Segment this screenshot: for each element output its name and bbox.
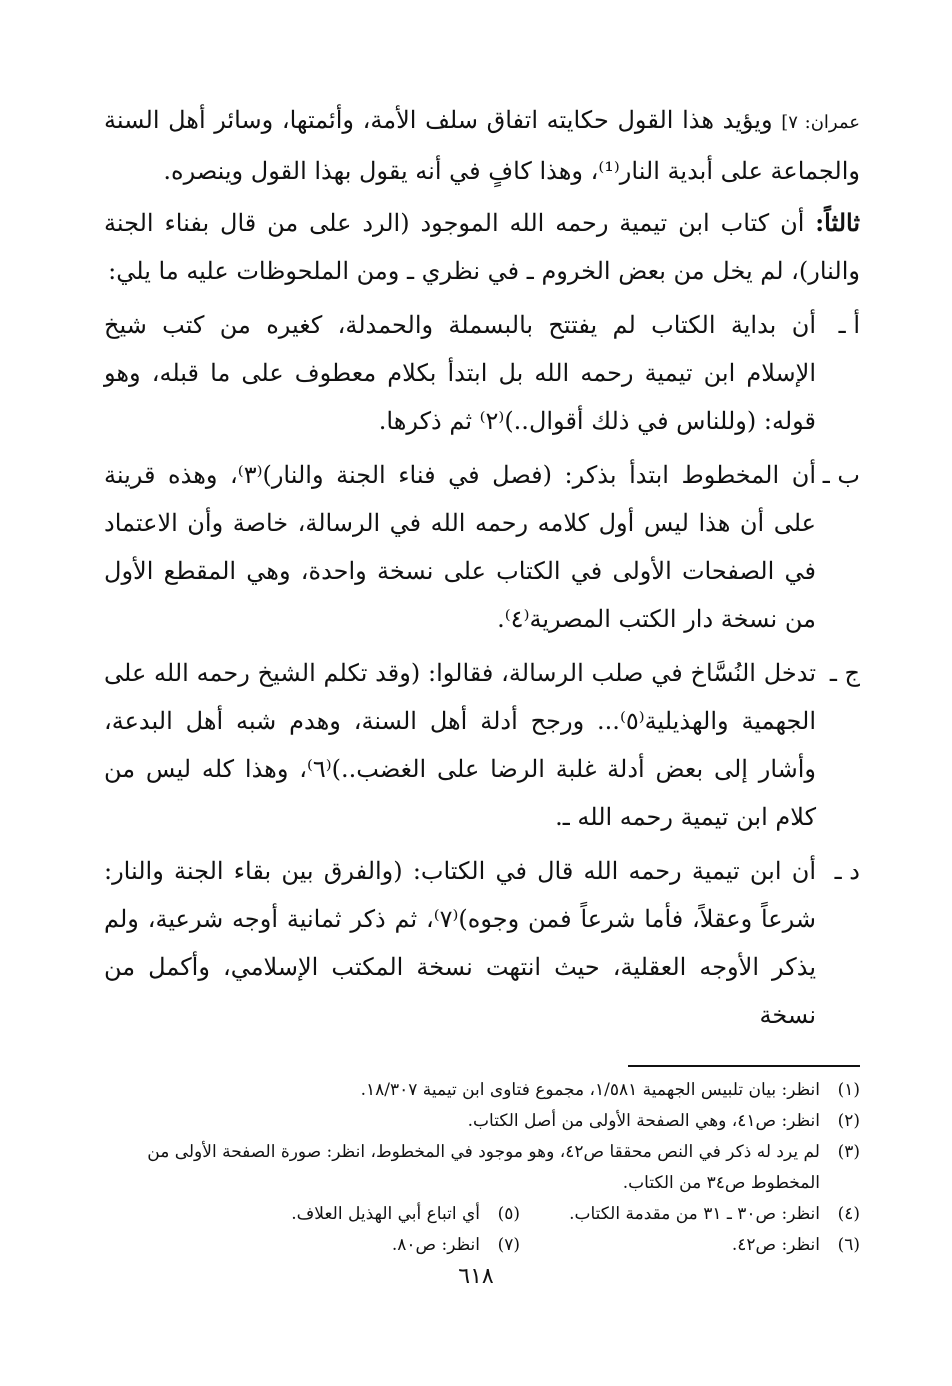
footnote	[104, 1137, 860, 1199]
list-item-letter: ب ـ	[822, 461, 860, 489]
footnote	[104, 1075, 860, 1106]
paragraph-intro	[104, 96, 860, 195]
footnotes	[104, 1075, 860, 1261]
list-item	[104, 847, 860, 1039]
footnote-number: (٤)	[837, 1204, 860, 1224]
footnote	[520, 1230, 860, 1261]
verse-reference: عمران: ٧]	[781, 112, 860, 133]
footnote-row	[104, 1199, 860, 1230]
list-item-letter: د ـ	[834, 857, 860, 885]
footnote-text: انظر: بيان تلبيس الجهمية ١/٥٨١، مجموع فتاوى ابن تيمية ١٨/٣٠٧.	[360, 1080, 820, 1100]
footnote	[104, 1106, 860, 1137]
list-item-letter: أ ـ	[838, 311, 860, 339]
footnote-number: (١)	[837, 1080, 860, 1100]
paragraph-third-lead: ثالثاً:	[815, 208, 860, 237]
paragraph-intro-text: ويؤيد هذا القول حكايته اتفاق سلف الأمة، وأئمتها، وسائر أهل السنة والجماعة على أبدية النار⁽¹⁾، وهذا كافٍ في أنه يقول بهذا القول وينصره.	[104, 106, 860, 185]
footnote	[291, 1199, 520, 1230]
footnote-number: (٧)	[497, 1235, 520, 1255]
footnote-number: (٦)	[837, 1235, 860, 1255]
footnote-text: لم يرد له ذكر في النص محققا ص٤٢، وهو موجود في المخطوط، انظر: صورة الصفحة الأولى من المخطوط ص٣٤ من الكتاب.	[147, 1142, 820, 1193]
footnote-text: انظر: ص٤١، وهي الصفحة الأولى من أصل الكتاب.	[467, 1111, 820, 1131]
list-item-letter: ج ـ	[829, 659, 860, 687]
list-item	[104, 301, 860, 445]
footnote-text: انظر: ص٨٠.	[391, 1235, 480, 1255]
list-item-text: أن ابن تيمية رحمه الله قال في الكتاب: (والفرق بين بقاء الجنة والنار: شرعاً وعقلاً، فأما شرعاً فمن وجوه)⁽٧⁾، ثم ذكر ثمانية أوجه شرعية، ولم يذكر الأوجه العقلية، حيث انتهت نسخة المكتب الإسلامي، وأكمل من نسخة	[104, 857, 816, 1029]
footnote-text: انظر: ص٤٢.	[731, 1235, 820, 1255]
list-item	[104, 649, 860, 841]
page-number: ٦١٨	[458, 1264, 494, 1289]
footnote	[392, 1230, 520, 1261]
list-item	[104, 451, 860, 643]
footnote-divider	[628, 1065, 860, 1067]
paragraph-third	[104, 199, 860, 295]
paragraph-third-text: أن كتاب ابن تيمية رحمه الله الموجود (الرد على من قال بفناء الجنة والنار)، لم يخل من بعض الخروم ـ في نظري ـ ومن الملحوظات عليه ما يلي:	[104, 209, 860, 285]
list-item-text: أن بداية الكتاب لم يفتتح بالبسملة والحمدلة، كغيره من كتب شيخ الإسلام ابن تيمية رحمه الله بل ابتدأ بكلام معطوف على ما قبله، وهو قوله: (وللناس في ذلك أقوال..)⁽٢⁾ ثم ذكرها.	[104, 311, 816, 435]
footnote	[520, 1199, 860, 1230]
footnote-text: انظر: ص٣٠ ـ ٣١ من مقدمة الكتاب.	[569, 1204, 820, 1224]
list-item-text: أن المخطوط ابتدأ بذكر: (فصل في فناء الجنة والنار)⁽٣⁾، وهذه قرينة على أن هذا ليس أول كلامه رحمه الله في الرسالة، خاصة وأن الاعتماد في الصفحات الأولى في الكتاب على نسخة واحدة، وهي المقطع الأول من نسخة دار الكتب المصرية⁽٤⁾.	[104, 461, 816, 633]
footnote-row	[104, 1230, 860, 1261]
footnote-text: أي اتباع أبي الهذيل العلاف.	[291, 1204, 480, 1224]
footnote-number: (٢)	[837, 1111, 860, 1131]
page-body	[104, 96, 860, 1261]
list-item-text: تدخل النُسَّاخ في صلب الرسالة، فقالوا: (وقد تكلم الشيخ رحمه الله على الجهمية والهذيلية⁽٥⁾... ورجح أدلة أهل السنة، وهدم شبه أهل البدعة، وأشار إلى بعض أدلة غلبة الرضا على الغضب..)⁽٦⁾، وهذا كله ليس من كلام ابن تيمية رحمه الله ـ.	[104, 659, 817, 831]
footnote-number: (٥)	[497, 1204, 520, 1224]
footnote-number: (٣)	[837, 1142, 860, 1162]
